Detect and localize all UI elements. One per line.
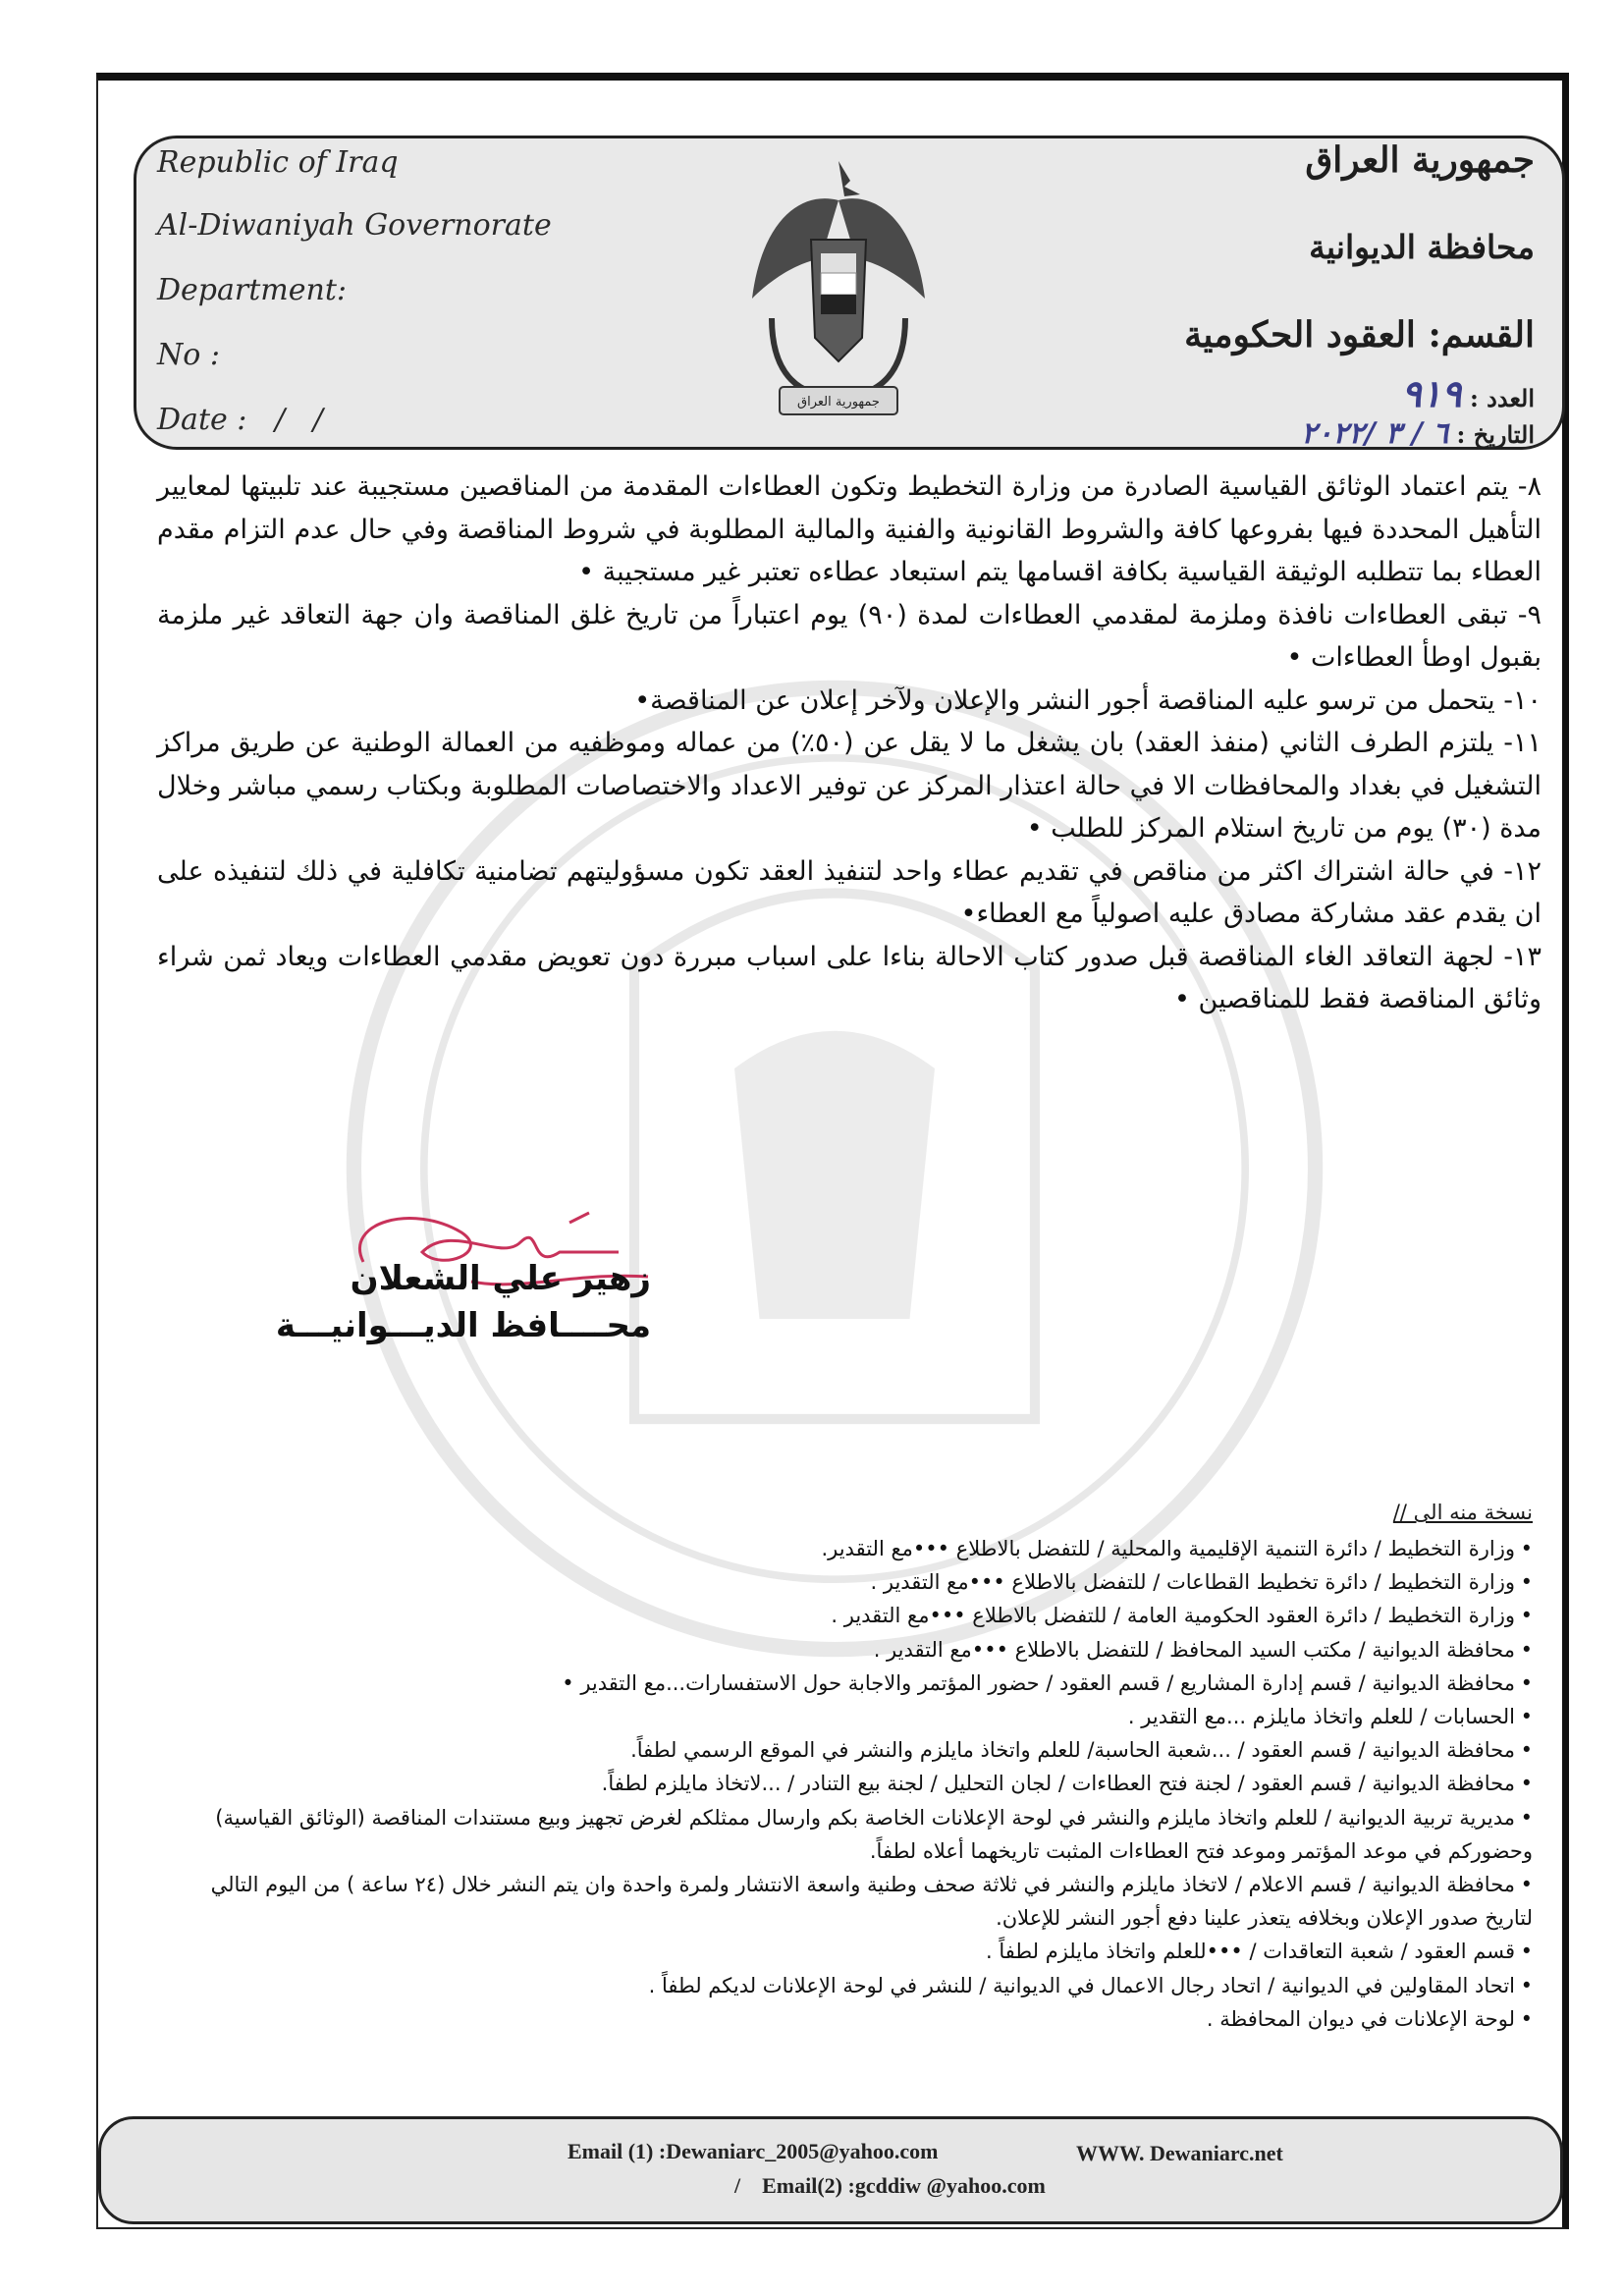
- signatory-name: زهير علي الشعلان: [350, 1259, 651, 1298]
- footer-website: WWW. Dewaniarc.net: [1076, 2141, 1283, 2165]
- copies-heading: نسخة منه الى //: [1392, 1501, 1533, 1524]
- header-number-value: ٩١٩: [1401, 371, 1462, 415]
- clause-8: ٨- يتم اعتماد الوثائق القياسية الصادرة من وزارة التخطيط وتكون العطاءات المقدمة من المناقصين مستجيبة عند تلبيتها لمعايير التأهيل المحددة فيها بفروعها كافة والشروط القانونية والفنية والمالية المطلوبة في شروط المناقصة وفي حال عدم التزام مقدم العطاء بما تتطلبه الوثيقة القياسية بكافة اقسامها يتم استبعاد عطاءه تعتبر غير مستجيبة •: [157, 471, 1542, 587]
- header-date-value: ٦ / ٣ /٢٠٢٢: [1301, 416, 1449, 451]
- copy-recipient: •لوحة الإعلانات في ديوان المحافظة .: [1206, 2006, 1533, 2031]
- copy-recipient: •وزارة التخطيط / دائرة العقود الحكومية العامة / للتفضل بالاطلاع •••مع التقدير .: [831, 1604, 1533, 1628]
- header-department-label-en: Department:: [157, 273, 347, 307]
- clause-13: ١٣- لجهة التعاقد الغاء المناقصة قبل صدور كتاب الاحالة بناءا على اسباب مبررة دون تعويض مقدمي العطاءات ويعاد ثمن شراء وثائق المناقصة فقط للمناقصين •: [157, 941, 1542, 1014]
- copy-recipient: •وزارة التخطيط / دائرة تخطيط القطاعات / للتفضل بالاطلاع •••مع التقدير .: [870, 1570, 1533, 1595]
- copy-recipient: •اتحاد المقاولين في الديوانية / اتحاد رجال الاعمال في الديوانية / للنشر في لوحة الإعلانات لديكم لطفاً .: [648, 1973, 1533, 1997]
- copy-recipient: •محافظة الديوانية / مكتب السيد المحافظ / للتفضل بالاطلاع •••مع التقدير .: [873, 1637, 1533, 1662]
- header-country-en: Republic of Iraq: [157, 145, 399, 180]
- header-date-label-en: Date : / /: [157, 403, 323, 437]
- handwritten-signature: [324, 1183, 677, 1321]
- copy-recipient: •مديرية تربية الديوانية / للعلم واتخاذ مايلزم والنشر في لوحة الإعلانات الخاصة بكم وارسال ممثلكم لغرض تجهيز وبيع مستندات المناقصة (الوثائق القياسية) وحضوركم في موعد المؤتمر وموعد فتح العطاءات المثبت تاريخهما أعلاه لطفاً.: [215, 1805, 1533, 1863]
- header-governorate-en: Al-Diwaniyah Governorate: [157, 208, 552, 243]
- copy-recipient: •محافظة الديوانية / قسم إدارة المشاريع / قسم العقود / حضور المؤتمر والاجابة حول الاستفسارات...مع التقدير •: [562, 1670, 1533, 1695]
- header-number-ar: [1401, 371, 1535, 415]
- clauses-block: [157, 465, 1542, 1021]
- clause-10: ١٠- يتحمل من ترسو عليه المناقصة أجور النشر والإعلان ولآخر إعلان عن المناقصة•: [634, 684, 1542, 716]
- header-number-label: العدد :: [1469, 384, 1535, 412]
- header-number-label-en: No :: [157, 338, 220, 372]
- header-department-ar: [1184, 314, 1535, 355]
- clause-11: ١١- يلتزم الطرف الثاني (منفذ العقد) بان يشغل ما لا يقل عن (٥٠٪) من عماله وموظفيه من العمالة الوطنية عن طريق مراكز التشغيل في بغداد والمحافظات الا في حالة اعتذار المركز عن توفير الاعداد والاختصاصات المطلوبة وبكتاب رسمي مباشر وخلال مدة (٣٠) يوم من تاريخ استلام المركز للطلب •: [157, 728, 1542, 844]
- header-date-ar: [1301, 416, 1535, 451]
- emblem-caption: جمهورية العراق: [797, 395, 880, 410]
- copy-recipient: •وزارة التخطيط / دائرة التنمية الإقليمية والمحلية / للتفضل بالاطلاع •••مع التقدير.: [821, 1537, 1533, 1560]
- copies-list: [178, 1532, 1533, 2036]
- header-country-ar: جمهورية العراق: [1305, 139, 1535, 181]
- footer-email-2: / Email(2) :gcddiw @yahoo.com: [734, 2173, 1046, 2198]
- iraq-eagle-emblem: [742, 151, 935, 432]
- header-department-text: القسم: العقود الحكومية: [1184, 314, 1535, 355]
- copy-recipient: •محافظة الديوانية / قسم العقود / ...شعبة الحاسبة/ للعلم واتخاذ مايلزم والنشر في الموقع الرسمي لطفاً.: [630, 1738, 1533, 1763]
- footer-panel: [98, 2116, 1563, 2224]
- header-governorate-ar: محافظة الديوانية: [1309, 228, 1535, 266]
- clause-12: ١٢- في حالة اشتراك اكثر من مناقص في تقديم عطاء واحد لتنفيذ العقد تكون مسؤوليتهم تضامنية تكافلية في ذلك لتنفيذه على ان يقدم عقد مشاركة مصادق عليه اصولياً مع العطاء•: [157, 855, 1542, 929]
- copy-recipient: •محافظة الديوانية / قسم العقود / لجنة فتح العطاءات / لجان التحليل / لجنة بيع التنادر / ...لاتخاذ مايلزم لطفاً.: [601, 1772, 1533, 1796]
- footer-email-1: Email (1) :Dewaniarc_2005@yahoo.com: [568, 2139, 939, 2163]
- signatory-title: محــــافظ الديـــوانيـــة: [275, 1306, 651, 1345]
- copy-recipient: •قسم العقود / شعبة التعاقدات / •••للعلم واتخاذ مايلزم لطفاً .: [986, 1940, 1533, 1964]
- header-date-label: التاريخ :: [1456, 420, 1535, 449]
- copy-recipient: •محافظة الديوانية / قسم الاعلام / لاتخاذ مايلزم والنشر في ثلاثة صحف وطنية واسعة الانتشار ولمرة واحدة وان يتم النشر خلال (٢٤ ساعة ) من اليوم التالي لتاريخ صدور الإعلان وبخلافه يتعذر علينا دفع أجور النشر للإعلان.: [210, 1873, 1533, 1931]
- clause-9: ٩- تبقى العطاءات نافذة وملزمة لمقدمي العطاءات لمدة (٩٠) يوم اعتباراً من تاريخ غلق المناقصة وان جهة التعاقد غير ملزمة بقبول اوطأ العطاءات •: [157, 599, 1542, 673]
- copy-recipient: •الحسابات / للعلم واتخاذ مايلزم ...مع التقدير .: [1127, 1705, 1533, 1729]
